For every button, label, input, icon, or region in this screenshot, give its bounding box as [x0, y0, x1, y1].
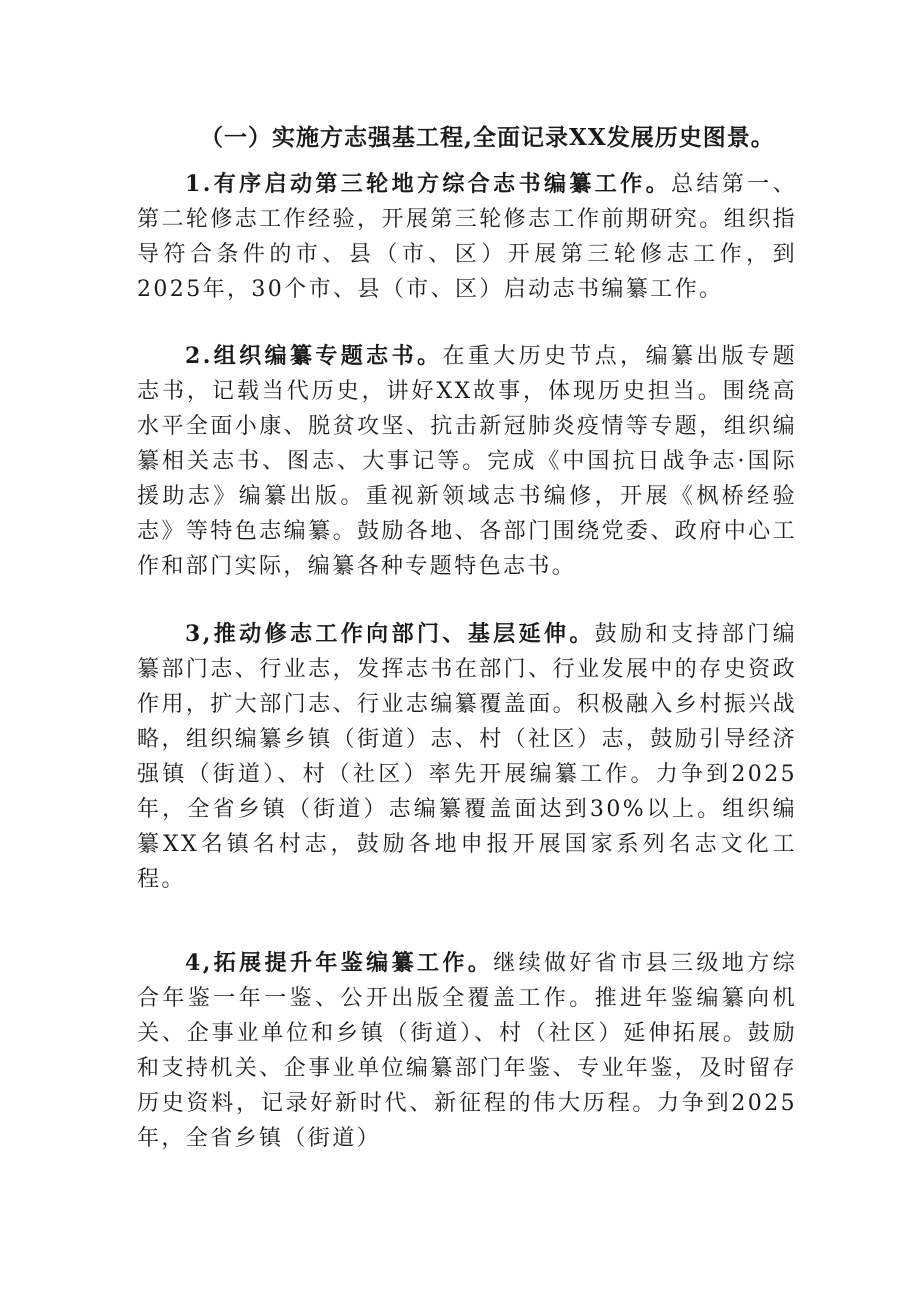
paragraph-1-body: 总结第一、第二轮修志工作经验，开展第三轮修志工作前期研究。组织指导符合条件的市、县（市、区）开展第三轮修志工作，到2025年，30个市、县（市、区）启动志书编纂工作。	[137, 172, 797, 302]
paragraph-1-lead: 1.有序启动第三轮地方综合志书编纂工作。	[185, 171, 671, 197]
paragraph-4-body: 继续做好省市县三级地方综合年鉴一年一鉴、公开出版全覆盖工作。推进年鉴编纂向机关、企事业单位和乡镇（街道）、村（社区）延伸拓展。鼓励和支持机关、企事业单位编纂部门年鉴、专业年鉴，及时留存历史资料，记录好新时代、新征程的伟大历程。力争到2025年，全省乡镇（街道）	[137, 951, 797, 1151]
paragraph-4-lead: 4,拓展提升年鉴编纂工作。	[185, 950, 494, 976]
paragraph-3-lead: 3,推动修志工作向部门、基层延伸。	[185, 621, 595, 647]
paragraph-2-lead: 2.组织编纂专题志书。	[185, 343, 443, 369]
paragraph-3	[137, 617, 797, 897]
paragraph-2-body: 在重大历史节点，编纂出版专题志书，记载当代历史，讲好XX故事，体现历史担当。围绕高水平全面小康、脱贫攻坚、抗击新冠肺炎疫情等专题，组织编纂相关志书、图志、大事记等。完成《中国抗日战争志·国际援助志》编纂出版。重视新领域志书编修，开展《枫桥经验志》等特色志编纂。鼓励各地、各部门围绕党委、政府中心工作和部门实际，编纂各种专题特色志书。	[137, 344, 797, 579]
paragraph-1	[137, 167, 797, 307]
section-heading: （一）实施方志强基工程,全面记录XX发展历史图景。	[200, 124, 775, 151]
paragraph-2	[137, 339, 797, 584]
paragraph-3-body: 鼓励和支持部门编纂部门志、行业志，发挥志书在部门、行业发展中的存史资政作用，扩大部门志、行业志编纂覆盖面。积极融入乡村振兴战略，组织编纂乡镇（街道）志、村（社区）志，鼓励引导经济强镇（街道）、村（社区）率先开展编纂工作。力争到2025年，全省乡镇（街道）志编纂覆盖面达到30%以上。组织编纂XX名镇名村志，鼓励各地申报开展国家系列名志文化工程。	[137, 622, 797, 892]
paragraph-4	[137, 946, 797, 1156]
